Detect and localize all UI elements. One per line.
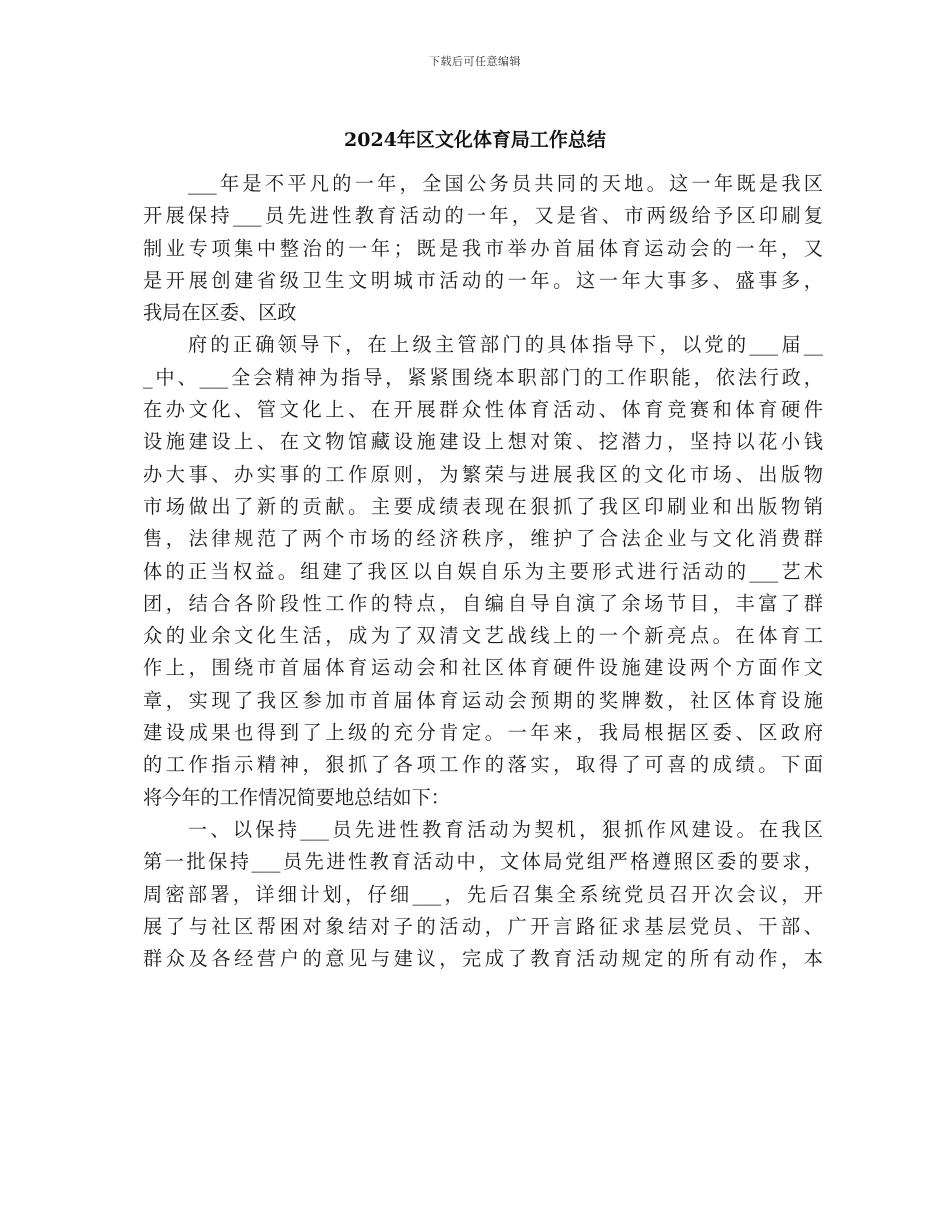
page-header-note: 下载后可任意编辑 — [429, 55, 521, 68]
text-line: ___年是不平凡的一年，全国公务员共同的天地。这一年既是我区 — [143, 172, 823, 195]
text-line: 办大事、办实事的工作原则，为繁荣与进展我区的文化市场、出版物 — [143, 462, 823, 486]
text-line: 开展保持___员先进性教育活动的一年，又是省、市两级给予区印刷复 — [143, 204, 823, 228]
document-title: 2024年区文化体育局工作总结 — [344, 129, 606, 151]
text-line: 周密部署，详细计划，仔细___，先后召集全系统党员召开次会议，开 — [143, 882, 823, 906]
text-line: 团，结合各阶段性工作的特点，自编自导自演了余场节目，丰富了群 — [143, 591, 823, 615]
text-line: 的工作指示精神，狠抓了各项工作的落实，取得了可喜的成绩。下面 — [143, 753, 823, 777]
text-line: 我局在区委、区政 — [143, 301, 297, 325]
text-line: 体的正当权益。组建了我区以自娱自乐为主要形式进行活动的___艺术 — [143, 559, 823, 583]
text-line: 是开展创建省级卫生文明城市活动的一年。这一年大事多、盛事多， — [143, 268, 823, 292]
text-line: 制业专项集中整治的一年；既是我市举办首届体育运动会的一年，又 — [143, 236, 823, 260]
text-line: 第一批保持___员先进性教育活动中，文体局党组严格遵照区委的要求， — [143, 850, 823, 874]
text-line: 建设成果也得到了上级的充分肯定。一年来，我局根据区委、区政府 — [143, 721, 823, 745]
document-body — [143, 168, 823, 975]
text-line: 章，实现了我区参加市首届体育运动会预期的奖牌数，社区体育设施 — [143, 688, 823, 712]
text-line: _中、___全会精神为指导，紧紧围绕本职部门的工作职能，依法行政， — [143, 365, 823, 389]
text-line: 售，法律规范了两个市场的经济秩序，维护了合法企业与文化消费群 — [143, 527, 823, 551]
text-line: 作上，围绕市首届体育运动会和社区体育硬件设施建设两个方面作文 — [143, 656, 823, 680]
text-line: 设施建设上、在文物馆藏设施建设上想对策、挖潜力，坚持以花小钱 — [143, 430, 823, 454]
text-line: 在办文化、管文化上、在开展群众性体育活动、体育竞赛和体育硬件 — [143, 398, 823, 422]
text-line: 众的业余文化生活，成为了双清文艺战线上的一个新亮点。在体育工 — [143, 624, 823, 648]
text-line: 一、以保持___员先进性教育活动为契机，狠抓作风建设。在我区 — [143, 817, 823, 841]
text-line: 将今年的工作情况简要地总结如下： — [143, 785, 450, 809]
text-line: 展了与社区帮困对象结对子的活动，广开言路征求基层党员、干部、 — [143, 914, 823, 938]
text-line: 府的正确领导下，在上级主管部门的具体指导下，以党的___届__ — [143, 333, 823, 357]
text-line: 市场做出了新的贡献。主要成绩表现在狠抓了我区印刷业和出版物销 — [143, 494, 823, 518]
text-line: 群众及各经营户的意见与建议，完成了教育活动规定的所有动作，本 — [143, 947, 823, 971]
